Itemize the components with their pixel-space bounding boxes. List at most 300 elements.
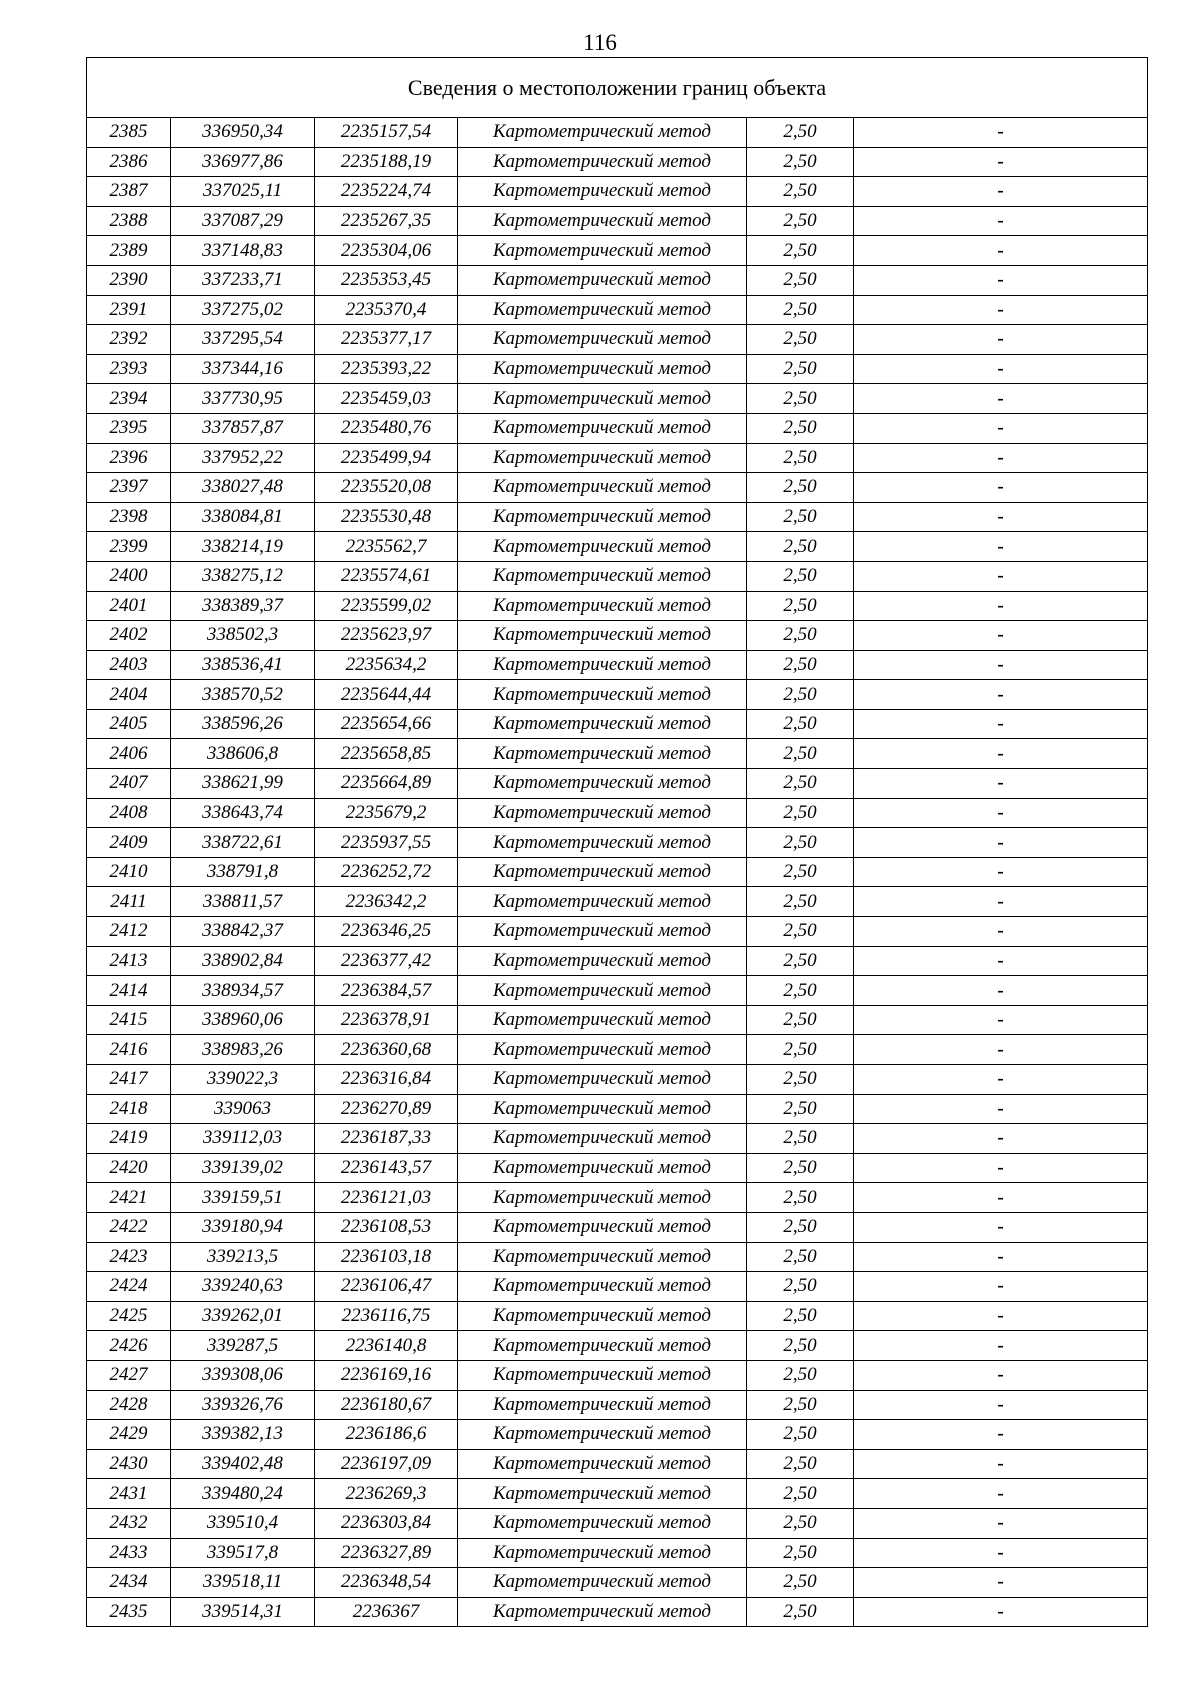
point-number-cell: 2435 — [87, 1597, 171, 1627]
accuracy-cell: 2,50 — [747, 1124, 854, 1154]
description-cell: - — [854, 976, 1148, 1006]
x-coordinate-cell: 337730,95 — [171, 384, 315, 414]
method-cell: Картометрический метод — [458, 1242, 747, 1272]
description-cell: - — [854, 1094, 1148, 1124]
point-number-cell: 2405 — [87, 709, 171, 739]
table-row — [87, 769, 1148, 799]
y-coordinate-cell: 2235664,89 — [315, 769, 458, 799]
description-cell: - — [854, 325, 1148, 355]
description-cell: - — [854, 650, 1148, 680]
x-coordinate-cell: 339287,5 — [171, 1331, 315, 1361]
method-cell: Картометрический метод — [458, 1390, 747, 1420]
x-coordinate-cell: 338502,3 — [171, 621, 315, 651]
accuracy-cell: 2,50 — [747, 798, 854, 828]
method-cell: Картометрический метод — [458, 857, 747, 887]
x-coordinate-cell: 336950,34 — [171, 118, 315, 148]
method-cell: Картометрический метод — [458, 591, 747, 621]
x-coordinate-cell: 339240,63 — [171, 1272, 315, 1302]
description-cell: - — [854, 1449, 1148, 1479]
accuracy-cell: 2,50 — [747, 650, 854, 680]
table-header-row — [87, 58, 1148, 118]
method-cell: Картометрический метод — [458, 946, 747, 976]
table-row — [87, 798, 1148, 828]
y-coordinate-cell: 2236367 — [315, 1597, 458, 1627]
x-coordinate-cell: 336977,86 — [171, 147, 315, 177]
method-cell: Картометрический метод — [458, 1449, 747, 1479]
accuracy-cell: 2,50 — [747, 857, 854, 887]
description-cell: - — [854, 709, 1148, 739]
description-cell: - — [854, 1301, 1148, 1331]
y-coordinate-cell: 2236121,03 — [315, 1183, 458, 1213]
x-coordinate-cell: 339139,02 — [171, 1153, 315, 1183]
accuracy-cell: 2,50 — [747, 177, 854, 207]
accuracy-cell: 2,50 — [747, 1508, 854, 1538]
point-number-cell: 2388 — [87, 206, 171, 236]
method-cell: Картометрический метод — [458, 265, 747, 295]
x-coordinate-cell: 338902,84 — [171, 946, 315, 976]
x-coordinate-cell: 338275,12 — [171, 561, 315, 591]
boundary-table-container — [86, 57, 1147, 1627]
accuracy-cell: 2,50 — [747, 561, 854, 591]
table-row — [87, 591, 1148, 621]
y-coordinate-cell: 2236269,3 — [315, 1479, 458, 1509]
description-cell: - — [854, 413, 1148, 443]
accuracy-cell: 2,50 — [747, 739, 854, 769]
x-coordinate-cell: 337087,29 — [171, 206, 315, 236]
table-row — [87, 1420, 1148, 1450]
table-row — [87, 1153, 1148, 1183]
accuracy-cell: 2,50 — [747, 591, 854, 621]
accuracy-cell: 2,50 — [747, 118, 854, 148]
accuracy-cell: 2,50 — [747, 621, 854, 651]
point-number-cell: 2431 — [87, 1479, 171, 1509]
x-coordinate-cell: 339402,48 — [171, 1449, 315, 1479]
y-coordinate-cell: 2236377,42 — [315, 946, 458, 976]
point-number-cell: 2432 — [87, 1508, 171, 1538]
y-coordinate-cell: 2236108,53 — [315, 1212, 458, 1242]
method-cell: Картометрический метод — [458, 413, 747, 443]
accuracy-cell: 2,50 — [747, 1242, 854, 1272]
point-number-cell: 2410 — [87, 857, 171, 887]
point-number-cell: 2422 — [87, 1212, 171, 1242]
point-number-cell: 2396 — [87, 443, 171, 473]
x-coordinate-cell: 338084,81 — [171, 502, 315, 532]
method-cell: Картометрический метод — [458, 1508, 747, 1538]
method-cell: Картометрический метод — [458, 680, 747, 710]
x-coordinate-cell: 338960,06 — [171, 1005, 315, 1035]
y-coordinate-cell: 2235623,97 — [315, 621, 458, 651]
accuracy-cell: 2,50 — [747, 976, 854, 1006]
point-number-cell: 2427 — [87, 1360, 171, 1390]
description-cell: - — [854, 1183, 1148, 1213]
point-number-cell: 2398 — [87, 502, 171, 532]
point-number-cell: 2393 — [87, 354, 171, 384]
method-cell: Картометрический метод — [458, 1212, 747, 1242]
x-coordinate-cell: 339382,13 — [171, 1420, 315, 1450]
x-coordinate-cell: 339517,8 — [171, 1538, 315, 1568]
x-coordinate-cell: 339159,51 — [171, 1183, 315, 1213]
y-coordinate-cell: 2235370,4 — [315, 295, 458, 325]
x-coordinate-cell: 337344,16 — [171, 354, 315, 384]
accuracy-cell: 2,50 — [747, 1568, 854, 1598]
description-cell: - — [854, 295, 1148, 325]
point-number-cell: 2404 — [87, 680, 171, 710]
accuracy-cell: 2,50 — [747, 413, 854, 443]
accuracy-cell: 2,50 — [747, 1449, 854, 1479]
y-coordinate-cell: 2236360,68 — [315, 1035, 458, 1065]
x-coordinate-cell: 337233,71 — [171, 265, 315, 295]
description-cell: - — [854, 443, 1148, 473]
x-coordinate-cell: 338214,19 — [171, 532, 315, 562]
point-number-cell: 2433 — [87, 1538, 171, 1568]
y-coordinate-cell: 2235499,94 — [315, 443, 458, 473]
y-coordinate-cell: 2236303,84 — [315, 1508, 458, 1538]
accuracy-cell: 2,50 — [747, 946, 854, 976]
y-coordinate-cell: 2235459,03 — [315, 384, 458, 414]
point-number-cell: 2417 — [87, 1065, 171, 1095]
method-cell: Картометрический метод — [458, 532, 747, 562]
y-coordinate-cell: 2236187,33 — [315, 1124, 458, 1154]
y-coordinate-cell: 2235644,44 — [315, 680, 458, 710]
x-coordinate-cell: 339112,03 — [171, 1124, 315, 1154]
description-cell: - — [854, 857, 1148, 887]
accuracy-cell: 2,50 — [747, 265, 854, 295]
x-coordinate-cell: 339213,5 — [171, 1242, 315, 1272]
accuracy-cell: 2,50 — [747, 1301, 854, 1331]
point-number-cell: 2411 — [87, 887, 171, 917]
y-coordinate-cell: 2235393,22 — [315, 354, 458, 384]
table-row — [87, 384, 1148, 414]
method-cell: Картометрический метод — [458, 236, 747, 266]
x-coordinate-cell: 337025,11 — [171, 177, 315, 207]
y-coordinate-cell: 2235480,76 — [315, 413, 458, 443]
x-coordinate-cell: 339262,01 — [171, 1301, 315, 1331]
description-cell: - — [854, 236, 1148, 266]
table-body — [87, 118, 1148, 1627]
description-cell: - — [854, 384, 1148, 414]
x-coordinate-cell: 338536,41 — [171, 650, 315, 680]
table-row — [87, 1479, 1148, 1509]
y-coordinate-cell: 2236252,72 — [315, 857, 458, 887]
table-row — [87, 502, 1148, 532]
table-row — [87, 650, 1148, 680]
method-cell: Картометрический метод — [458, 443, 747, 473]
method-cell: Картометрический метод — [458, 769, 747, 799]
point-number-cell: 2416 — [87, 1035, 171, 1065]
method-cell: Картометрический метод — [458, 206, 747, 236]
description-cell: - — [854, 1420, 1148, 1450]
point-number-cell: 2429 — [87, 1420, 171, 1450]
x-coordinate-cell: 337295,54 — [171, 325, 315, 355]
table-row — [87, 561, 1148, 591]
method-cell: Картометрический метод — [458, 354, 747, 384]
table-row — [87, 325, 1148, 355]
table-row — [87, 1094, 1148, 1124]
table-row — [87, 147, 1148, 177]
x-coordinate-cell: 339518,11 — [171, 1568, 315, 1598]
point-number-cell: 2428 — [87, 1390, 171, 1420]
method-cell: Картометрический метод — [458, 1538, 747, 1568]
y-coordinate-cell: 2236180,67 — [315, 1390, 458, 1420]
description-cell: - — [854, 739, 1148, 769]
point-number-cell: 2394 — [87, 384, 171, 414]
table-row — [87, 1301, 1148, 1331]
table-title: Сведения о местоположении границ объекта — [87, 58, 1148, 118]
y-coordinate-cell: 2235353,45 — [315, 265, 458, 295]
point-number-cell: 2424 — [87, 1272, 171, 1302]
accuracy-cell: 2,50 — [747, 709, 854, 739]
accuracy-cell: 2,50 — [747, 1094, 854, 1124]
description-cell: - — [854, 621, 1148, 651]
table-row — [87, 443, 1148, 473]
accuracy-cell: 2,50 — [747, 1390, 854, 1420]
x-coordinate-cell: 337148,83 — [171, 236, 315, 266]
table-row — [87, 206, 1148, 236]
description-cell: - — [854, 828, 1148, 858]
method-cell: Картометрический метод — [458, 1597, 747, 1627]
x-coordinate-cell: 338791,8 — [171, 857, 315, 887]
y-coordinate-cell: 2235562,7 — [315, 532, 458, 562]
description-cell: - — [854, 1538, 1148, 1568]
x-coordinate-cell: 339022,3 — [171, 1065, 315, 1095]
accuracy-cell: 2,50 — [747, 532, 854, 562]
accuracy-cell: 2,50 — [747, 1005, 854, 1035]
description-cell: - — [854, 1153, 1148, 1183]
y-coordinate-cell: 2236270,89 — [315, 1094, 458, 1124]
method-cell: Картометрический метод — [458, 1094, 747, 1124]
table-row — [87, 118, 1148, 148]
accuracy-cell: 2,50 — [747, 1479, 854, 1509]
table-row — [87, 917, 1148, 947]
method-cell: Картометрический метод — [458, 917, 747, 947]
description-cell: - — [854, 118, 1148, 148]
description-cell: - — [854, 887, 1148, 917]
y-coordinate-cell: 2235599,02 — [315, 591, 458, 621]
description-cell: - — [854, 502, 1148, 532]
table-row — [87, 1568, 1148, 1598]
point-number-cell: 2420 — [87, 1153, 171, 1183]
accuracy-cell: 2,50 — [747, 325, 854, 355]
y-coordinate-cell: 2235304,06 — [315, 236, 458, 266]
x-coordinate-cell: 337275,02 — [171, 295, 315, 325]
method-cell: Картометрический метод — [458, 621, 747, 651]
accuracy-cell: 2,50 — [747, 1538, 854, 1568]
x-coordinate-cell: 338842,37 — [171, 917, 315, 947]
accuracy-cell: 2,50 — [747, 828, 854, 858]
method-cell: Картометрический метод — [458, 709, 747, 739]
x-coordinate-cell: 338811,57 — [171, 887, 315, 917]
point-number-cell: 2409 — [87, 828, 171, 858]
accuracy-cell: 2,50 — [747, 236, 854, 266]
description-cell: - — [854, 1479, 1148, 1509]
table-row — [87, 1035, 1148, 1065]
point-number-cell: 2415 — [87, 1005, 171, 1035]
accuracy-cell: 2,50 — [747, 206, 854, 236]
description-cell: - — [854, 591, 1148, 621]
point-number-cell: 2392 — [87, 325, 171, 355]
method-cell: Картометрический метод — [458, 1153, 747, 1183]
table-row — [87, 680, 1148, 710]
accuracy-cell: 2,50 — [747, 1360, 854, 1390]
y-coordinate-cell: 2236342,2 — [315, 887, 458, 917]
x-coordinate-cell: 338722,61 — [171, 828, 315, 858]
description-cell: - — [854, 1065, 1148, 1095]
description-cell: - — [854, 1508, 1148, 1538]
table-row — [87, 946, 1148, 976]
accuracy-cell: 2,50 — [747, 680, 854, 710]
accuracy-cell: 2,50 — [747, 769, 854, 799]
method-cell: Картометрический метод — [458, 147, 747, 177]
table-row — [87, 739, 1148, 769]
y-coordinate-cell: 2235937,55 — [315, 828, 458, 858]
table-row — [87, 1242, 1148, 1272]
table-row — [87, 1212, 1148, 1242]
table-row — [87, 1597, 1148, 1627]
description-cell: - — [854, 177, 1148, 207]
description-cell: - — [854, 1212, 1148, 1242]
y-coordinate-cell: 2236186,6 — [315, 1420, 458, 1450]
table-row — [87, 265, 1148, 295]
accuracy-cell: 2,50 — [747, 295, 854, 325]
x-coordinate-cell: 339514,31 — [171, 1597, 315, 1627]
description-cell: - — [854, 1035, 1148, 1065]
y-coordinate-cell: 2236106,47 — [315, 1272, 458, 1302]
description-cell: - — [854, 354, 1148, 384]
description-cell: - — [854, 265, 1148, 295]
y-coordinate-cell: 2235377,17 — [315, 325, 458, 355]
point-number-cell: 2390 — [87, 265, 171, 295]
y-coordinate-cell: 2236348,54 — [315, 1568, 458, 1598]
y-coordinate-cell: 2236140,8 — [315, 1331, 458, 1361]
point-number-cell: 2406 — [87, 739, 171, 769]
method-cell: Картометрический метод — [458, 295, 747, 325]
accuracy-cell: 2,50 — [747, 1183, 854, 1213]
x-coordinate-cell: 337952,22 — [171, 443, 315, 473]
description-cell: - — [854, 1242, 1148, 1272]
table-row — [87, 1065, 1148, 1095]
method-cell: Картометрический метод — [458, 118, 747, 148]
description-cell: - — [854, 561, 1148, 591]
method-cell: Картометрический метод — [458, 1301, 747, 1331]
description-cell: - — [854, 1005, 1148, 1035]
method-cell: Картометрический метод — [458, 561, 747, 591]
point-number-cell: 2399 — [87, 532, 171, 562]
accuracy-cell: 2,50 — [747, 502, 854, 532]
description-cell: - — [854, 147, 1148, 177]
y-coordinate-cell: 2236143,57 — [315, 1153, 458, 1183]
point-number-cell: 2389 — [87, 236, 171, 266]
method-cell: Картометрический метод — [458, 1568, 747, 1598]
x-coordinate-cell: 339180,94 — [171, 1212, 315, 1242]
point-number-cell: 2425 — [87, 1301, 171, 1331]
description-cell: - — [854, 1568, 1148, 1598]
method-cell: Картометрический метод — [458, 1420, 747, 1450]
accuracy-cell: 2,50 — [747, 1153, 854, 1183]
method-cell: Картометрический метод — [458, 1183, 747, 1213]
x-coordinate-cell: 338027,48 — [171, 473, 315, 503]
x-coordinate-cell: 339308,06 — [171, 1360, 315, 1390]
y-coordinate-cell: 2235634,2 — [315, 650, 458, 680]
point-number-cell: 2387 — [87, 177, 171, 207]
accuracy-cell: 2,50 — [747, 443, 854, 473]
table-row — [87, 828, 1148, 858]
x-coordinate-cell: 337857,87 — [171, 413, 315, 443]
accuracy-cell: 2,50 — [747, 917, 854, 947]
y-coordinate-cell: 2235267,35 — [315, 206, 458, 236]
table-row — [87, 1538, 1148, 1568]
method-cell: Картометрический метод — [458, 325, 747, 355]
point-number-cell: 2395 — [87, 413, 171, 443]
accuracy-cell: 2,50 — [747, 384, 854, 414]
y-coordinate-cell: 2236316,84 — [315, 1065, 458, 1095]
accuracy-cell: 2,50 — [747, 1331, 854, 1361]
description-cell: - — [854, 680, 1148, 710]
y-coordinate-cell: 2236346,25 — [315, 917, 458, 947]
table-row — [87, 1508, 1148, 1538]
table-row — [87, 1390, 1148, 1420]
point-number-cell: 2386 — [87, 147, 171, 177]
table-row — [87, 976, 1148, 1006]
method-cell: Картометрический метод — [458, 739, 747, 769]
y-coordinate-cell: 2235157,54 — [315, 118, 458, 148]
description-cell: - — [854, 1331, 1148, 1361]
boundary-table — [86, 57, 1148, 1627]
point-number-cell: 2391 — [87, 295, 171, 325]
page-number: 116 — [583, 30, 617, 55]
point-number-cell: 2423 — [87, 1242, 171, 1272]
accuracy-cell: 2,50 — [747, 147, 854, 177]
table-row — [87, 709, 1148, 739]
y-coordinate-cell: 2235530,48 — [315, 502, 458, 532]
accuracy-cell: 2,50 — [747, 1420, 854, 1450]
x-coordinate-cell: 338621,99 — [171, 769, 315, 799]
x-coordinate-cell: 338934,57 — [171, 976, 315, 1006]
y-coordinate-cell: 2236197,09 — [315, 1449, 458, 1479]
table-row — [87, 236, 1148, 266]
x-coordinate-cell: 339510,4 — [171, 1508, 315, 1538]
method-cell: Картометрический метод — [458, 1065, 747, 1095]
method-cell: Картометрический метод — [458, 473, 747, 503]
x-coordinate-cell: 339480,24 — [171, 1479, 315, 1509]
y-coordinate-cell: 2236378,91 — [315, 1005, 458, 1035]
method-cell: Картометрический метод — [458, 1331, 747, 1361]
description-cell: - — [854, 473, 1148, 503]
table-row — [87, 1360, 1148, 1390]
table-row — [87, 295, 1148, 325]
description-cell: - — [854, 1124, 1148, 1154]
x-coordinate-cell: 338983,26 — [171, 1035, 315, 1065]
description-cell: - — [854, 798, 1148, 828]
table-row — [87, 354, 1148, 384]
x-coordinate-cell: 338643,74 — [171, 798, 315, 828]
y-coordinate-cell: 2235520,08 — [315, 473, 458, 503]
method-cell: Картометрический метод — [458, 1272, 747, 1302]
y-coordinate-cell: 2235574,61 — [315, 561, 458, 591]
table-row — [87, 177, 1148, 207]
method-cell: Картометрический метод — [458, 887, 747, 917]
y-coordinate-cell: 2235679,2 — [315, 798, 458, 828]
table-row — [87, 1005, 1148, 1035]
point-number-cell: 2426 — [87, 1331, 171, 1361]
method-cell: Картометрический метод — [458, 177, 747, 207]
point-number-cell: 2413 — [87, 946, 171, 976]
point-number-cell: 2403 — [87, 650, 171, 680]
y-coordinate-cell: 2236116,75 — [315, 1301, 458, 1331]
accuracy-cell: 2,50 — [747, 473, 854, 503]
method-cell: Картометрический метод — [458, 976, 747, 1006]
table-row — [87, 473, 1148, 503]
x-coordinate-cell: 338606,8 — [171, 739, 315, 769]
